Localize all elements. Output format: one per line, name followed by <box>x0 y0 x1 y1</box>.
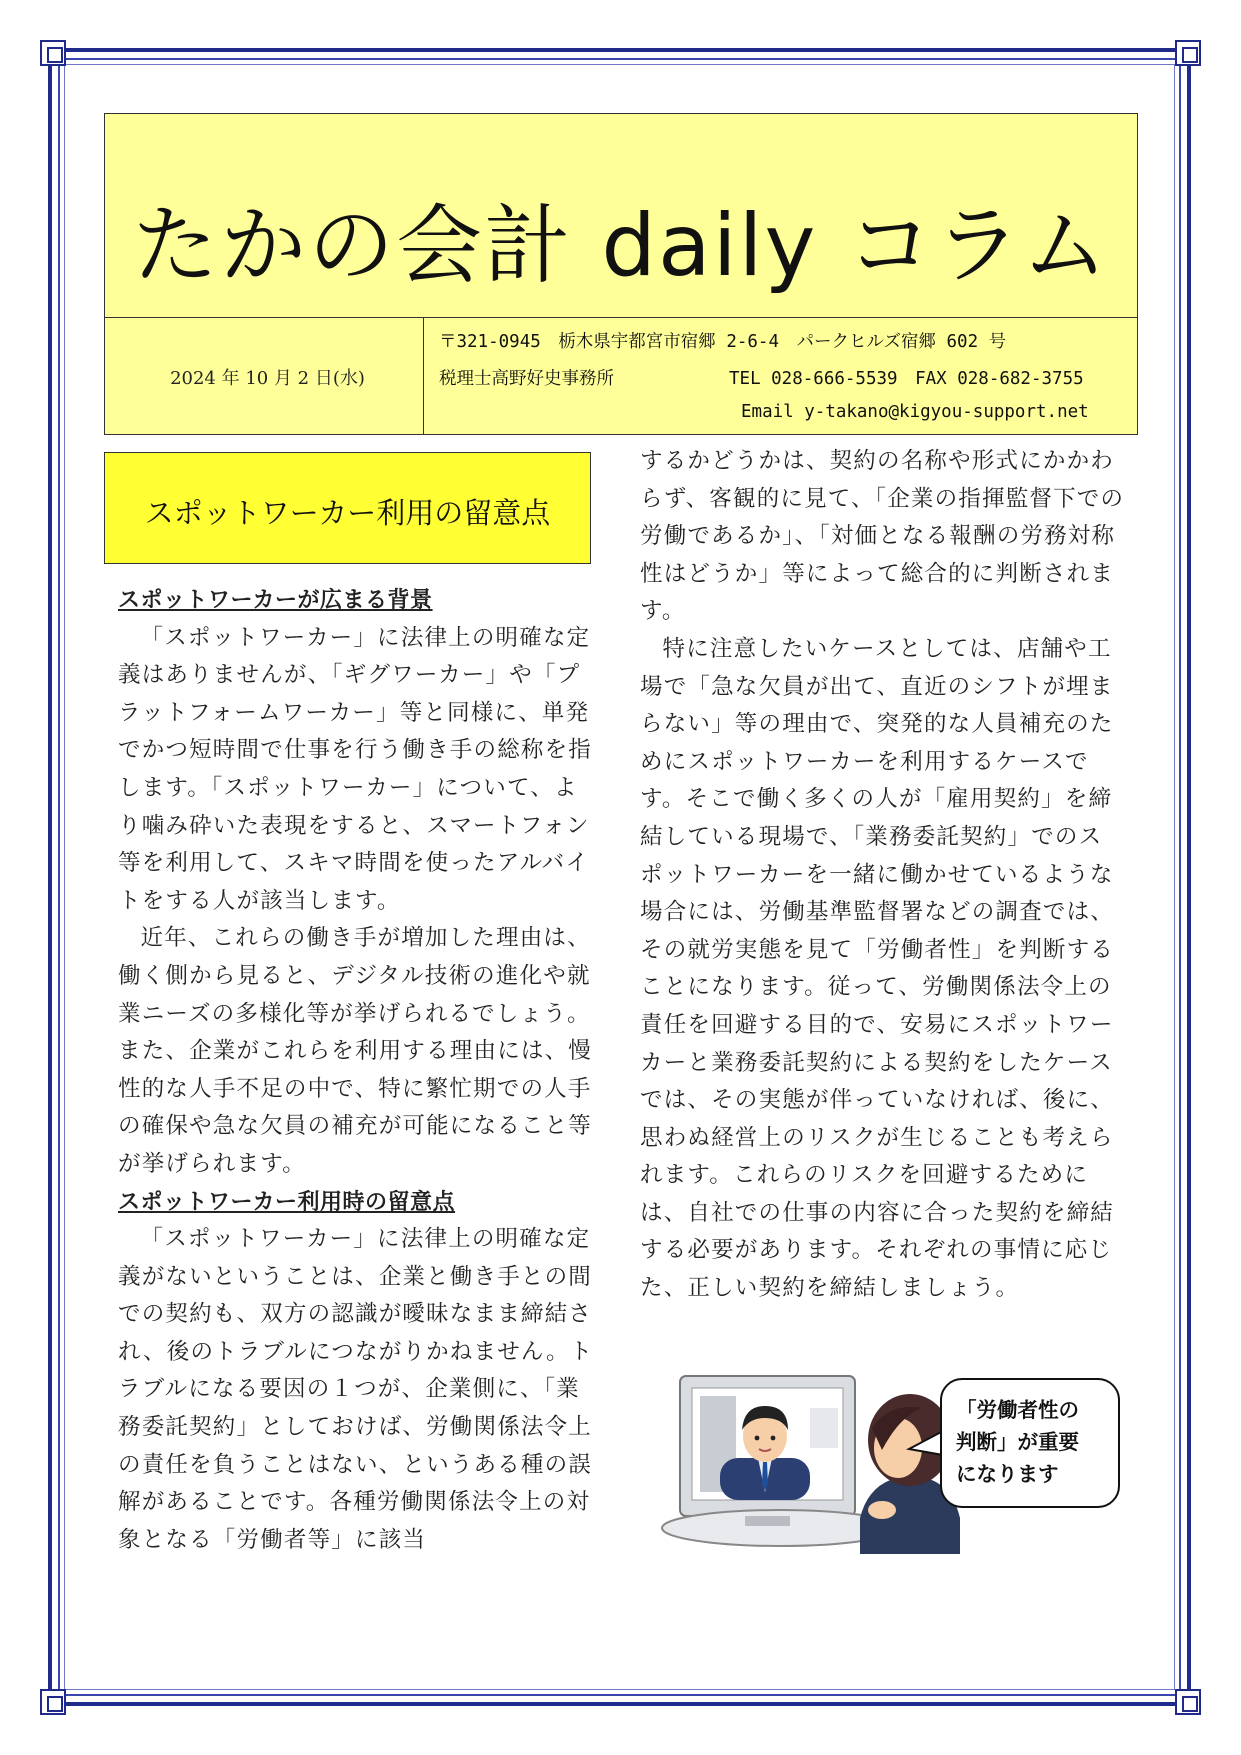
masthead-title: たかの会計 daily コラム <box>132 196 1110 296</box>
topic-box <box>104 452 591 564</box>
bubble-line: 判断」が重要 <box>956 1430 1079 1454</box>
topic-title: スポットワーカー利用の留意点 <box>144 496 551 530</box>
body-paragraph: 特に注意したいケースとしては、店舗や工場で「急な欠員が出て、直近のシフトが埋まらない」等の理由で、突発的な人員補充のためにスポットワーカーを利用するケースです。そこで働く多くの人が「雇用契約」を締結している現場で、「業務委託契約」でのスポットワーカーを一緒に働かせているような場合には、労働基準監督署などの調査では、その就労実態を見て「労働者性」を判断することになります。従って、労働関係法令上の責任を回避する目的で、安易にスポットワーカーと業務委託契約による契約をしたケースでは、その実態が伴っていなければ、後に、思わぬ経営上のリスクが生じることも考えられます。これらのリスクを回避するためには、自社での仕事の内容に合った契約を締結する必要があります。それぞれの事情に応じた、正しい契約を締結しましょう。 <box>640 635 1115 1302</box>
office-phone-fax: TEL 028-666-5539 FAX 028-682-3755 <box>729 369 1084 389</box>
issue-date: 2024 年 10 月 2 日(水) <box>170 368 365 389</box>
body-paragraph: 近年、これらの働き手が増加した理由は、働く側から見ると、デジタル技術の進化や就業ニーズの多様化等が挙げられるでしょう。また、企業がこれらを利用する理由には、慢性的な人手不足の中で、特に繁忙期での人手の確保や急な欠員の補充が可能になること等が挙げられます。 <box>118 925 593 1177</box>
body-paragraph: 「スポットワーカー」に法律上の明確な定義はありませんが、「ギグワーカー」や「プラットフォームワーカー」等と同様に、単発でかつ短時間で仕事を行う働き手の総称を指します。「スポットワーカー」について、より噛み砕いた表現をすると、スマートフォン等を利用して、スキマ時間を使ったアルバイトをする人が該当します。 <box>118 624 593 914</box>
bubble-line: 「労働者性の <box>956 1398 1079 1422</box>
frame-corner-ornament <box>1175 1689 1201 1715</box>
frame-corner-ornament <box>40 1689 66 1715</box>
frame-corner-ornament <box>1175 40 1201 66</box>
info-bar <box>104 317 1138 435</box>
section-heading: スポットワーカー利用時の留意点 <box>118 1189 456 1215</box>
office-email: Email y-takano@kigyou-support.net <box>741 402 1089 422</box>
body-paragraph: するかどうかは、契約の名称や形式にかかわらず、客観的に見て、「企業の指揮監督下での労働であるか」、「対価となる報酬の労務対称性はどうか」等によって総合的に判断されます。 <box>640 448 1125 625</box>
right-column <box>640 443 1125 1308</box>
body-paragraph: 「スポットワーカー」に法律上の明確な定義がないということは、企業と働き手との間での契約も、双方の認識が曖昧なまま締結され、後のトラブルにつながりかねません。トラブルになる要因の１つが、企業側に、「業務委託契約」としておけば、労働関係法令上の責任を負うことはない、というある種の誤解があることです。各種労働関係法令上の対象となる「労働者等」に該当 <box>118 1226 594 1553</box>
info-divider <box>423 318 424 434</box>
office-name: 税理士高野好史事務所 <box>439 369 614 389</box>
frame-corner-ornament <box>40 40 66 66</box>
speech-bubble <box>940 1378 1120 1508</box>
bubble-line: になります <box>956 1462 1059 1486</box>
masthead <box>104 113 1138 318</box>
left-column <box>118 582 601 1559</box>
office-address: 〒321-0945 栃木県宇都宮市宿郷 2-6-4 パークヒルズ宿郷 602 号 <box>439 332 1007 352</box>
section-heading: スポットワーカーが広まる背景 <box>118 588 433 613</box>
